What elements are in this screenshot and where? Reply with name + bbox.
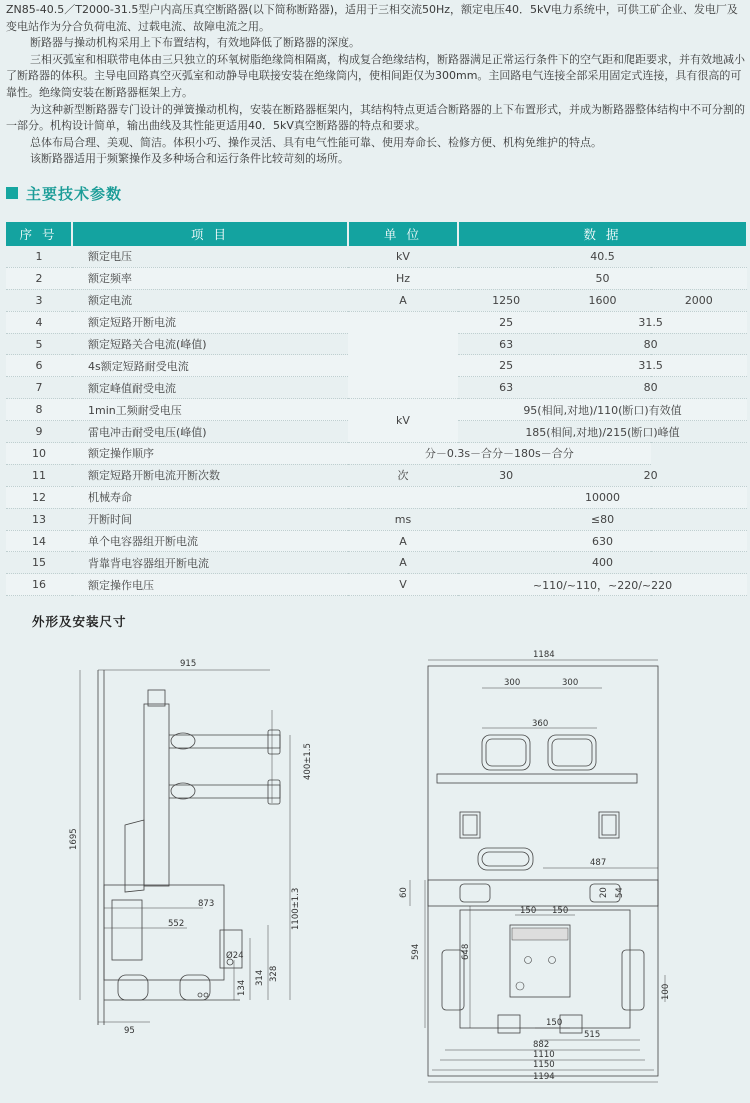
dim-400: 400±1.5 bbox=[303, 743, 313, 780]
cell-value: ≤80 bbox=[458, 508, 747, 530]
table-row bbox=[6, 246, 747, 267]
cell-unit: kV bbox=[348, 246, 458, 267]
table-row bbox=[6, 311, 747, 333]
dim-882: 882 bbox=[533, 1040, 550, 1050]
cell-no: 1 bbox=[6, 246, 72, 267]
table-row bbox=[6, 486, 747, 508]
dim-873: 873 bbox=[198, 899, 215, 909]
cell-item: 额定峰值耐受电流 bbox=[72, 377, 348, 399]
cell-item: 额定电压 bbox=[72, 246, 348, 267]
cell-value: 50 bbox=[458, 267, 747, 289]
dim-360: 360 bbox=[532, 719, 549, 729]
intro-text bbox=[6, 2, 746, 168]
cell-item: 额定频率 bbox=[72, 267, 348, 289]
cell-no: 14 bbox=[6, 530, 72, 552]
cell-item: 雷电冲击耐受电压(峰值) bbox=[72, 421, 348, 443]
spec-table-header bbox=[6, 222, 747, 246]
cell-value: 20 bbox=[554, 464, 747, 486]
cell-item: 背靠背电容器组开断电流 bbox=[72, 552, 348, 574]
dim-594: 594 bbox=[411, 943, 421, 960]
dim-150-a: 150 bbox=[520, 906, 537, 916]
dimension-drawing bbox=[0, 630, 750, 1100]
cell-no: 4 bbox=[6, 311, 72, 333]
cell-value: ~110/~110，~220/~220 bbox=[458, 574, 747, 596]
cell-unit bbox=[348, 311, 458, 399]
cell-value: 80 bbox=[554, 333, 747, 355]
cell-unit bbox=[348, 486, 458, 508]
dim-150-b: 150 bbox=[552, 906, 569, 916]
cell-no: 12 bbox=[6, 486, 72, 508]
cell-value: 1600 bbox=[554, 289, 650, 311]
dim-1100: 1100±1.3 bbox=[291, 887, 301, 930]
cell-no: 8 bbox=[6, 399, 72, 421]
cell-value: 630 bbox=[458, 530, 747, 552]
table-row bbox=[6, 552, 747, 574]
dim-515: 515 bbox=[584, 1030, 601, 1040]
dim-54: 54 bbox=[615, 887, 625, 898]
dim-487: 487 bbox=[590, 858, 607, 868]
intro-paragraph: 该断路器适用于频繁操作及多种场合和运行条件比较苛刻的场所。 bbox=[30, 152, 349, 166]
cell-unit: A bbox=[348, 530, 458, 552]
cell-no: 13 bbox=[6, 508, 72, 530]
cell-unit: Hz bbox=[348, 267, 458, 289]
cell-item: 额定短路开断电流开断次数 bbox=[72, 464, 348, 486]
cell-unit: kV bbox=[348, 399, 458, 443]
table-row bbox=[6, 443, 747, 465]
cell-item: 额定短路关合电流(峰值) bbox=[72, 333, 348, 355]
cell-no: 6 bbox=[6, 355, 72, 377]
cell-item: 额定电流 bbox=[72, 289, 348, 311]
cell-no: 2 bbox=[6, 267, 72, 289]
cell-no: 9 bbox=[6, 421, 72, 443]
dim-20: 20 bbox=[599, 887, 609, 898]
header-item: 项 目 bbox=[72, 222, 348, 246]
header-no: 序 号 bbox=[6, 222, 72, 246]
cell-no: 11 bbox=[6, 464, 72, 486]
header-data: 数 据 bbox=[458, 222, 747, 246]
table-row bbox=[6, 530, 747, 552]
cell-item: 额定操作顺序 bbox=[72, 443, 348, 465]
cell-item: 4s额定短路耐受电流 bbox=[72, 355, 348, 377]
dim-314: 314 bbox=[255, 969, 265, 986]
intro-paragraph: 为这种新型断路器专门设计的弹簧操动机构，安装在断路器框架内，其结构特点更适合断路器的上下布置形式，并成为断路器整体结构中不可分割的一部分。机构设计简单，输出曲线及其性能更适用40．5kV真空断路器的特点和要求。 bbox=[6, 102, 745, 133]
intro-paragraph: 三相灭弧室和相联带电体由三只独立的环氧树脂绝缘筒相隔离，构成复合绝缘结构，断路器满足正常运行条件下的空气距和爬距要求，并有效地减小了断路器的体积。主导电回路真空灭弧室和动静导电联接安装在绝缘筒内，使相间距仅为300mm。主回路电气连接全部采用固定式连接，具有很高的可靠性。绝缘筒安装在断路器框架上方。 bbox=[6, 52, 745, 99]
cell-value: 25 bbox=[458, 355, 554, 377]
table-row bbox=[6, 508, 747, 530]
drawing-title: 外形及安装尺寸 bbox=[32, 614, 127, 629]
cell-unit: A bbox=[348, 552, 458, 574]
cell-value: 31.5 bbox=[554, 311, 747, 333]
cell-no: 5 bbox=[6, 333, 72, 355]
spec-table-body bbox=[6, 246, 747, 596]
dim-95: 95 bbox=[124, 1026, 135, 1036]
dim-328: 328 bbox=[269, 965, 279, 982]
cell-item: 开断时间 bbox=[72, 508, 348, 530]
dim-134: 134 bbox=[237, 979, 247, 996]
dim-300-b: 300 bbox=[562, 678, 579, 688]
table-row bbox=[6, 464, 747, 486]
cell-value: 63 bbox=[458, 333, 554, 355]
cell-item: 1min工频耐受电压 bbox=[72, 399, 348, 421]
dim-915: 915 bbox=[180, 659, 197, 669]
intro-paragraph: 断路器与操动机构采用上下布置结构，有效地降低了断路器的深度。 bbox=[30, 36, 360, 50]
cell-value: 40.5 bbox=[458, 246, 747, 267]
dim-150-c: 150 bbox=[546, 1018, 563, 1028]
dim-648: 648 bbox=[461, 943, 471, 960]
cell-value: 1250 bbox=[458, 289, 554, 311]
dim-1194: 1194 bbox=[533, 1072, 555, 1082]
cell-unit: ms bbox=[348, 508, 458, 530]
cell-unit: A bbox=[348, 289, 458, 311]
section-heading-text: 主要技术参数 bbox=[26, 184, 123, 203]
cell-unit: 次 bbox=[348, 464, 458, 486]
dim-1110: 1110 bbox=[533, 1050, 555, 1060]
cell-item: 额定短路开断电流 bbox=[72, 311, 348, 333]
dim-552: 552 bbox=[168, 919, 185, 929]
cell-item: 机械寿命 bbox=[72, 486, 348, 508]
cell-value: 10000 bbox=[458, 486, 747, 508]
dim-300-a: 300 bbox=[504, 678, 521, 688]
cell-value: 2000 bbox=[651, 289, 747, 311]
cell-value: 80 bbox=[554, 377, 747, 399]
cell-unit: V bbox=[348, 574, 458, 596]
table-row bbox=[6, 574, 747, 596]
dim-1695: 1695 bbox=[69, 828, 79, 850]
cell-value: 185(相间,对地)/215(断口)峰值 bbox=[458, 421, 747, 443]
intro-paragraph: ZN85-40.5／T2000-31.5型户内高压真空断路器(以下简称断路器)，适用于三相交流50Hz，额定电压40．5kV电力系统中，可供工矿企业、发电厂及变电站作为分合负荷电流、过载电流、故障电流之用。 bbox=[6, 3, 738, 33]
section-heading bbox=[6, 182, 122, 204]
cell-no: 15 bbox=[6, 552, 72, 574]
dim-60: 60 bbox=[399, 887, 409, 898]
cell-no: 16 bbox=[6, 574, 72, 596]
cell-no: 7 bbox=[6, 377, 72, 399]
dim-1150: 1150 bbox=[533, 1060, 555, 1070]
table-row bbox=[6, 289, 747, 311]
heading-square-icon bbox=[6, 187, 18, 199]
cell-item: 额定操作电压 bbox=[72, 574, 348, 596]
spec-table bbox=[6, 222, 748, 596]
cell-value: 30 bbox=[458, 464, 554, 486]
cell-value: 25 bbox=[458, 311, 554, 333]
cell-no: 3 bbox=[6, 289, 72, 311]
dim-d24: Ø24 bbox=[226, 951, 244, 961]
header-unit: 单 位 bbox=[348, 222, 458, 246]
cell-no: 10 bbox=[6, 443, 72, 465]
cell-value: 31.5 bbox=[554, 355, 747, 377]
dim-1184: 1184 bbox=[533, 650, 555, 660]
dim-100: 100 bbox=[661, 983, 671, 1000]
cell-value: 63 bbox=[458, 377, 554, 399]
cell-value: 400 bbox=[458, 552, 747, 574]
intro-paragraph: 总体布局合理、美观、简洁。体积小巧、操作灵活、具有电气性能可靠、使用寿命长、检修方便、机构免维护的特点。 bbox=[30, 135, 602, 149]
cell-value: 分－0.3s－合分－180s－合分 bbox=[348, 443, 651, 465]
cell-value: 95(相间,对地)/110(断口)有效值 bbox=[458, 399, 747, 421]
table-row bbox=[6, 399, 747, 421]
table-row bbox=[6, 267, 747, 289]
cell-item: 单个电容器组开断电流 bbox=[72, 530, 348, 552]
